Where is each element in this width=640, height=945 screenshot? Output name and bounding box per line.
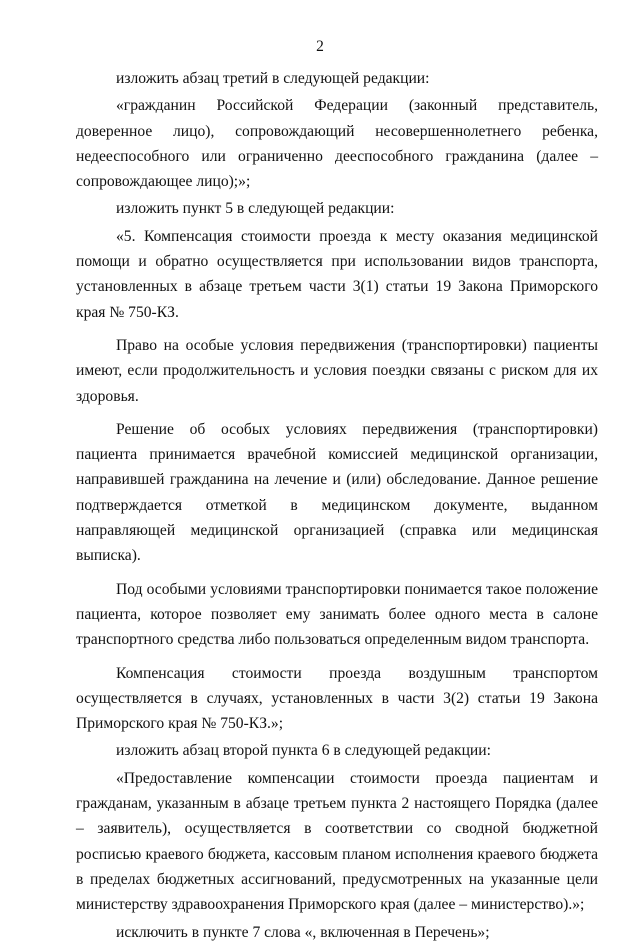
paragraph-3: изложить пункт 5 в следующей редакции: <box>116 200 395 218</box>
paragraph-7: Под особыми условиями транспортировки понимается такое положение пациента, которое позволяет ему занимать более одного места в салоне транспортного средства либо пользоваться определенным видом транспорта. <box>76 580 598 649</box>
paragraph-9: изложить абзац второй пункта 6 в следующей редакции: <box>116 742 491 760</box>
paragraph-8: Компенсация стоимости проезда воздушным транспортом осуществляется в случаях, установленных в части 3(2) статьи 19 Закона Приморского края № 750-КЗ.»; <box>76 664 598 733</box>
page-number: 2 <box>316 38 324 55</box>
paragraph-11: исключить в пункте 7 слова «, включенная в Перечень»; <box>116 923 490 941</box>
paragraph-5: Право на особые условия передвижения (транспортировки) пациенты имеют, если продолжительность и условия поездки связаны с риском для их здоровья. <box>76 336 598 405</box>
paragraph-6: Решение об особых условиях передвижения (транспортировки) пациента принимается врачебной комиссией медицинской организации, направившей гражданина на лечение и (или) обследование. Данное решение подтверждается отметкой в медицинском документе, выданном направляющей медицинской организацией (справка или медицинская выписка). <box>76 420 598 565</box>
paragraph-4: «5. Компенсация стоимости проезда к месту оказания медицинской помощи и обратно осуществляется при использовании видов транспорта, установленных в абзаце третьем части 3(1) статьи 19 Закона Приморского края № 750-КЗ. <box>76 227 598 321</box>
paragraph-10: «Предоставление компенсации стоимости проезда пациентам и гражданам, указанным в абзаце третьем пункта 2 настоящего Порядка (далее – заявитель), осуществляется в соответствии со сводной бюджетной росписью краевого бюджета, кассовым планом исполнения краевого бюджета в пределах бюджетных ассигнований, предусмотренных на указанные цели министерству здравоохранения Приморского края (далее – министерство).»; <box>76 769 598 914</box>
document-body <box>76 66 598 945</box>
paragraph-1: изложить абзац третий в следующей редакции: <box>116 70 430 87</box>
paragraph-2: «гражданин Российской Федерации (законный представитель, доверенное лицо), сопровождающий несовершеннолетнего ребенка, недееспособного или ограниченно дееспособного гражданина (далее – сопровождающее лицо);»; <box>76 97 598 191</box>
